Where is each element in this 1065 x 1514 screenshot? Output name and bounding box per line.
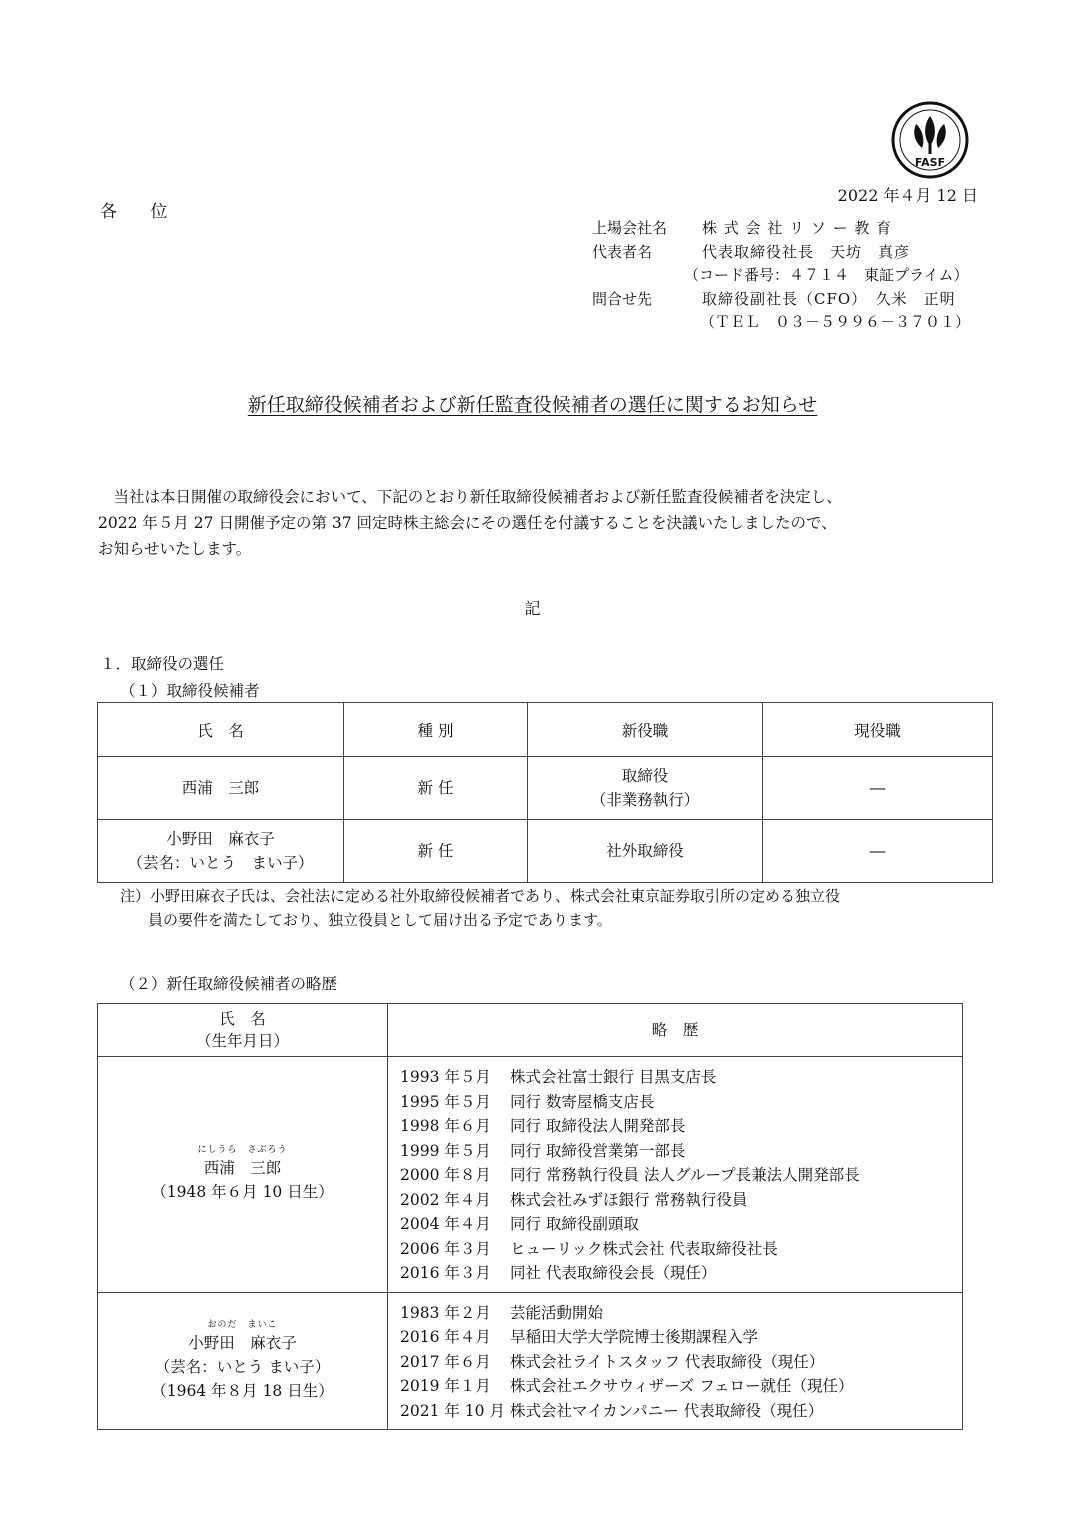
table-row xyxy=(98,1292,963,1430)
header-current-position: 現役職 xyxy=(763,703,993,757)
person-stage-name: （芸名：いとう まい子） xyxy=(154,1357,331,1376)
header-name: 氏 名 xyxy=(98,703,344,757)
candidate-name: 西浦 三郎 xyxy=(98,757,344,820)
header-history: 略 歴 xyxy=(388,1004,963,1057)
person-name-cell xyxy=(98,1292,388,1430)
seal-text: FASF xyxy=(914,156,946,169)
history-entry: 1999 年５月 同行 取締役営業第一部長 xyxy=(400,1141,686,1160)
history-entry: 2002 年４月 株式会社みずほ銀行 常務執行役員 xyxy=(400,1190,748,1209)
person-history-cell xyxy=(388,1057,963,1293)
candidate-type: 新 任 xyxy=(344,820,528,883)
note-line: 員の要件を満たしており、独立役員として届け出る予定であります。 xyxy=(148,911,612,929)
stock-code: （コード番号：４７１４ 東証プライム） xyxy=(684,266,969,284)
candidate-new-position: 社外取締役 xyxy=(528,820,763,883)
body-paragraph xyxy=(98,484,978,562)
candidate-new-position: 取締役 （非業務執行） xyxy=(528,757,763,820)
candidate-type: 新 任 xyxy=(344,757,528,820)
table-row xyxy=(98,820,993,883)
person-history-cell xyxy=(388,1292,963,1430)
person-name: 西浦 三郎 xyxy=(203,1159,282,1178)
table-row xyxy=(98,757,993,820)
subsection-heading: （１）取締役候補者 xyxy=(120,682,260,700)
person-name: 小野田 麻衣子 xyxy=(188,1333,297,1352)
body-line: 2022 年５月 27 日開催予定の第 37 回定時株主総会にその選任を付議することを決議いたしましたので、 xyxy=(98,514,837,532)
document-date: 2022 年４月 12 日 xyxy=(837,186,978,205)
contact-person: 取締役副社長（CFO） 久米 正明 xyxy=(702,289,956,308)
body-line: 当社は本日開催の取締役会において、下記のとおり新任取締役候補者および新任監査役候補者を決定し、 xyxy=(113,488,842,506)
table-header-row xyxy=(98,703,993,757)
history-entry: 1983 年２月 芸能活動開始 xyxy=(400,1303,604,1322)
company-name: 株 式 会 社 リ ソ ー 教 育 xyxy=(702,219,893,237)
name-ruby: にしうら さぶろう xyxy=(197,1145,288,1156)
history-entry: 2017 年６月 株式会社ライトスタッフ 代表取締役（現任） xyxy=(400,1352,825,1371)
candidate-name: 小野田 麻衣子 （芸名：いとう まい子） xyxy=(98,820,344,883)
representative-label: 代表者名 xyxy=(592,242,653,261)
table-note xyxy=(120,884,980,932)
person-name-cell xyxy=(98,1057,388,1293)
person-birth: （1964 年８月 18 日生） xyxy=(151,1381,334,1400)
document-title: 新任取締役候補者および新任監査役候補者の選任に関するお知らせ xyxy=(247,394,818,416)
candidate-current-position: ― xyxy=(763,820,993,883)
table-row xyxy=(98,1057,963,1293)
history-entry: 1993 年５月 株式会社富士銀行 目黒支店長 xyxy=(400,1068,717,1086)
history-entry: 2006 年３月 ヒューリック株式会社 代表取締役社長 xyxy=(400,1239,778,1258)
history-entry: 2016 年３月 同社 代表取締役会長（現任） xyxy=(400,1264,717,1282)
addressee: 各 位 xyxy=(100,202,182,222)
ki-marker: 記 xyxy=(524,599,541,618)
history-entry: 2021 年 10 月 株式会社マイカンパニー 代表取締役（現任） xyxy=(400,1401,824,1420)
person-birth: （1948 年６月 10 日生） xyxy=(151,1183,334,1202)
history-entry: 1995 年５月 同行 数寄屋橋支店長 xyxy=(400,1092,655,1111)
sender-block xyxy=(592,217,992,335)
history-entry: 2019 年１月 株式会社エクサウィザーズ フェロー就任（現任） xyxy=(400,1377,854,1395)
contact-tel: （ＴＥＬ ０３－５９９６－３７０１） xyxy=(700,313,971,331)
candidate-history-table xyxy=(97,1003,963,1430)
candidate-current-position: ― xyxy=(763,757,993,820)
note-line: 注）小野田麻衣子氏は、会社法に定める社外取締役候補者であり、株式会社東京証券取引所の定める独立役 xyxy=(120,887,841,905)
name-ruby: おのだ まいこ xyxy=(207,1319,278,1330)
history-entry: 2004 年４月 同行 取締役副頭取 xyxy=(400,1215,639,1233)
table-header-row xyxy=(98,1004,963,1057)
section-heading: １．取締役の選任 xyxy=(100,655,225,673)
company-label: 上場会社名 xyxy=(592,219,668,237)
representative-name: 代表取締役社長 天坊 真彦 xyxy=(702,242,911,261)
history-entry: 2016 年４月 早稲田大学大学院博士後期課程入学 xyxy=(400,1328,759,1346)
history-entry: 1998 年６月 同行 取締役法人開発部長 xyxy=(400,1117,686,1135)
header-type: 種 別 xyxy=(344,703,528,757)
body-line: お知らせいたします。 xyxy=(98,540,252,558)
header-name-birth: 氏 名 （生年月日） xyxy=(98,1004,388,1057)
fasf-seal-logo xyxy=(890,100,970,180)
director-candidates-table xyxy=(97,702,993,883)
header-new-position: 新役職 xyxy=(528,703,763,757)
subsection-heading: （２）新任取締役候補者の略歴 xyxy=(120,975,338,993)
contact-label: 問合せ先 xyxy=(592,289,653,308)
history-entry: 2000 年８月 同行 常務執行役員 法人グループ長兼法人開発部長 xyxy=(400,1166,860,1184)
